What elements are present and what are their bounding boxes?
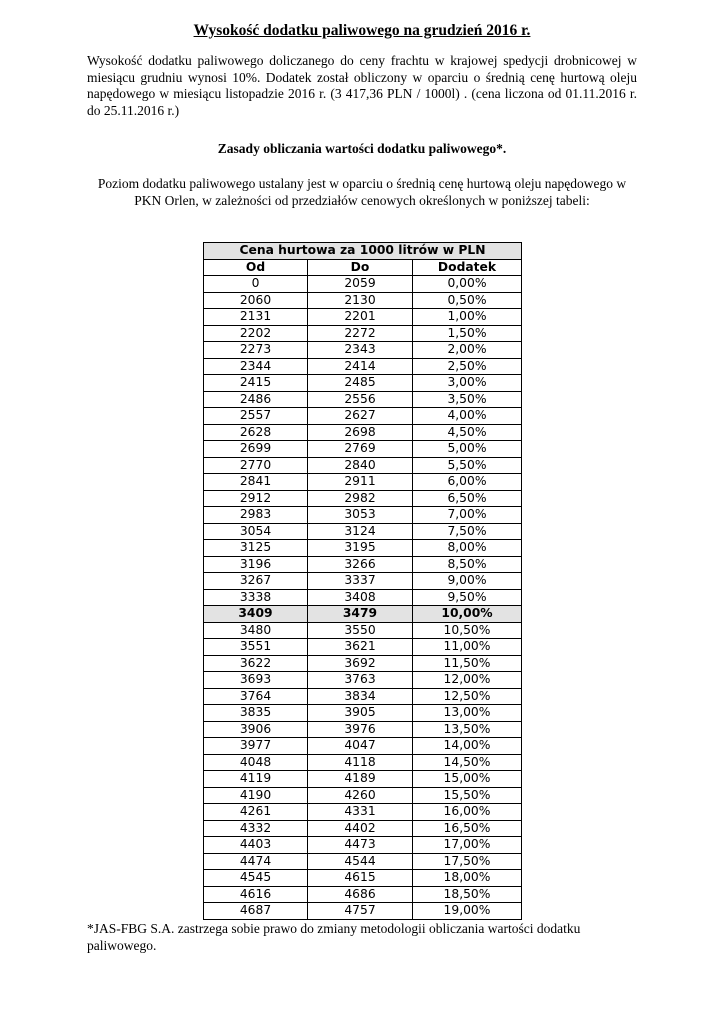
table-row <box>204 457 522 474</box>
table-row <box>204 375 522 392</box>
table-row <box>204 870 522 887</box>
cell-do: 2982 <box>308 490 413 507</box>
table-row <box>204 523 522 540</box>
cell-od: 2486 <box>204 391 308 408</box>
cell-dodatek: 3,50% <box>413 391 522 408</box>
cell-do: 2840 <box>308 457 413 474</box>
cell-do: 4686 <box>308 886 413 903</box>
cell-dodatek: 12,00% <box>413 672 522 689</box>
cell-dodatek: 17,50% <box>413 853 522 870</box>
cell-od: 2628 <box>204 424 308 441</box>
table-row <box>204 622 522 639</box>
cell-od: 2557 <box>204 408 308 425</box>
cell-dodatek: 2,00% <box>413 342 522 359</box>
cell-od: 2699 <box>204 441 308 458</box>
cell-do: 3692 <box>308 655 413 672</box>
intro-paragraph: Wysokość dodatku paliwowego doliczanego do ceny frachtu w krajowej spedycji drobnicowej w miesiącu grudniu wynosi 10%. Dodatek został obliczony w oparciu o średnią cenę hurtową oleju napędowego w miesiącu listopadzie 2016 r. (3 417,36 PLN / 1000l) . (cena liczona od 01.11.2016 r. do 25.11.2016 r.) <box>87 53 637 118</box>
cell-do: 4402 <box>308 820 413 837</box>
cell-od: 4261 <box>204 804 308 821</box>
cell-dodatek: 11,50% <box>413 655 522 672</box>
cell-od: 3054 <box>204 523 308 540</box>
table-row <box>204 540 522 557</box>
cell-do: 2343 <box>308 342 413 359</box>
cell-do: 2911 <box>308 474 413 491</box>
table-row <box>204 292 522 309</box>
cell-od: 2912 <box>204 490 308 507</box>
cell-od: 4616 <box>204 886 308 903</box>
cell-do: 4615 <box>308 870 413 887</box>
cell-do: 3124 <box>308 523 413 540</box>
cell-do: 4473 <box>308 837 413 854</box>
column-header-od: Od <box>204 259 308 276</box>
cell-do: 3621 <box>308 639 413 656</box>
cell-dodatek: 14,50% <box>413 754 522 771</box>
table-row <box>204 903 522 920</box>
cell-od: 4119 <box>204 771 308 788</box>
cell-do: 4047 <box>308 738 413 755</box>
column-header-dodatek: Dodatek <box>413 259 522 276</box>
table-row <box>204 441 522 458</box>
cell-od: 4190 <box>204 787 308 804</box>
cell-od: 3551 <box>204 639 308 656</box>
table-row <box>204 754 522 771</box>
cell-od: 3693 <box>204 672 308 689</box>
cell-od: 3480 <box>204 622 308 639</box>
cell-do: 3337 <box>308 573 413 590</box>
cell-dodatek: 9,00% <box>413 573 522 590</box>
cell-do: 3976 <box>308 721 413 738</box>
cell-do: 4544 <box>308 853 413 870</box>
cell-dodatek: 13,50% <box>413 721 522 738</box>
table-row <box>204 787 522 804</box>
cell-do: 3195 <box>308 540 413 557</box>
table-row <box>204 688 522 705</box>
cell-do: 3408 <box>308 589 413 606</box>
cell-dodatek: 8,00% <box>413 540 522 557</box>
document-title: Wysokość dodatku paliwowego na grudzień 2016 r. <box>193 22 531 39</box>
table-row <box>204 804 522 821</box>
cell-dodatek: 4,00% <box>413 408 522 425</box>
cell-od: 4048 <box>204 754 308 771</box>
rules-description: Poziom dodatku paliwowego ustalany jest w oparciu o średnią cenę hurtową oleju napędowego w PKN Orlen, w zależności od przedziałów cenowych określonych w poniższej tabeli: <box>97 176 627 208</box>
table-body <box>204 276 522 920</box>
cell-dodatek: 5,00% <box>413 441 522 458</box>
table-row <box>204 589 522 606</box>
cell-dodatek: 7,00% <box>413 507 522 524</box>
cell-dodatek: 17,00% <box>413 837 522 854</box>
cell-do: 2414 <box>308 358 413 375</box>
cell-dodatek: 2,50% <box>413 358 522 375</box>
table-row <box>204 424 522 441</box>
cell-od: 3267 <box>204 573 308 590</box>
table-row <box>204 408 522 425</box>
cell-od: 2273 <box>204 342 308 359</box>
cell-dodatek: 6,50% <box>413 490 522 507</box>
table-row <box>204 606 522 623</box>
cell-dodatek: 13,00% <box>413 705 522 722</box>
cell-od: 3906 <box>204 721 308 738</box>
cell-od: 2202 <box>204 325 308 342</box>
cell-od: 2060 <box>204 292 308 309</box>
cell-od: 3977 <box>204 738 308 755</box>
cell-do: 2627 <box>308 408 413 425</box>
cell-od: 3835 <box>204 705 308 722</box>
table-row <box>204 474 522 491</box>
rules-heading: Zasady obliczania wartości dodatku paliwowego*. <box>217 141 507 156</box>
table-row <box>204 672 522 689</box>
table-row <box>204 391 522 408</box>
table-row <box>204 573 522 590</box>
cell-dodatek: 15,00% <box>413 771 522 788</box>
cell-do: 3763 <box>308 672 413 689</box>
cell-od: 2983 <box>204 507 308 524</box>
table-caption: Cena hurtowa za 1000 litrów w PLN <box>204 243 522 260</box>
cell-dodatek: 18,50% <box>413 886 522 903</box>
cell-dodatek: 16,50% <box>413 820 522 837</box>
cell-od: 0 <box>204 276 308 293</box>
table-row <box>204 490 522 507</box>
footnote: *JAS-FBG S.A. zastrzega sobie prawo do zmiany metodologii obliczania wartości dodatku paliwowego. <box>87 921 581 953</box>
cell-do: 3053 <box>308 507 413 524</box>
cell-od: 4545 <box>204 870 308 887</box>
cell-dodatek: 11,00% <box>413 639 522 656</box>
cell-dodatek: 1,50% <box>413 325 522 342</box>
cell-do: 2130 <box>308 292 413 309</box>
table-row <box>204 358 522 375</box>
table-row <box>204 771 522 788</box>
cell-od: 3764 <box>204 688 308 705</box>
cell-dodatek: 6,00% <box>413 474 522 491</box>
cell-do: 2698 <box>308 424 413 441</box>
cell-do: 4118 <box>308 754 413 771</box>
fuel-surcharge-table <box>203 242 522 920</box>
cell-do: 4757 <box>308 903 413 920</box>
cell-do: 3479 <box>308 606 413 623</box>
cell-dodatek: 0,00% <box>413 276 522 293</box>
cell-dodatek: 10,50% <box>413 622 522 639</box>
table-row <box>204 886 522 903</box>
cell-dodatek: 1,00% <box>413 309 522 326</box>
column-header-do: Do <box>308 259 413 276</box>
cell-od: 2770 <box>204 457 308 474</box>
cell-dodatek: 10,00% <box>413 606 522 623</box>
cell-do: 3266 <box>308 556 413 573</box>
cell-od: 4332 <box>204 820 308 837</box>
cell-dodatek: 18,00% <box>413 870 522 887</box>
cell-do: 2201 <box>308 309 413 326</box>
cell-do: 2272 <box>308 325 413 342</box>
table-row <box>204 705 522 722</box>
table-row <box>204 853 522 870</box>
cell-dodatek: 5,50% <box>413 457 522 474</box>
cell-dodatek: 8,50% <box>413 556 522 573</box>
cell-do: 2556 <box>308 391 413 408</box>
cell-od: 2344 <box>204 358 308 375</box>
cell-dodatek: 9,50% <box>413 589 522 606</box>
table-row <box>204 325 522 342</box>
cell-dodatek: 7,50% <box>413 523 522 540</box>
cell-dodatek: 0,50% <box>413 292 522 309</box>
cell-od: 2131 <box>204 309 308 326</box>
cell-do: 2485 <box>308 375 413 392</box>
table-row <box>204 655 522 672</box>
cell-do: 4260 <box>308 787 413 804</box>
cell-dodatek: 19,00% <box>413 903 522 920</box>
cell-od: 3196 <box>204 556 308 573</box>
table-row <box>204 309 522 326</box>
cell-do: 3550 <box>308 622 413 639</box>
table-row <box>204 837 522 854</box>
cell-od: 3409 <box>204 606 308 623</box>
cell-do: 3905 <box>308 705 413 722</box>
table-row <box>204 556 522 573</box>
cell-od: 2415 <box>204 375 308 392</box>
cell-dodatek: 4,50% <box>413 424 522 441</box>
cell-dodatek: 12,50% <box>413 688 522 705</box>
cell-od: 4403 <box>204 837 308 854</box>
table-row <box>204 820 522 837</box>
cell-dodatek: 15,50% <box>413 787 522 804</box>
cell-od: 2841 <box>204 474 308 491</box>
cell-od: 3125 <box>204 540 308 557</box>
cell-od: 4474 <box>204 853 308 870</box>
cell-do: 4189 <box>308 771 413 788</box>
cell-do: 3834 <box>308 688 413 705</box>
cell-od: 3622 <box>204 655 308 672</box>
cell-od: 3338 <box>204 589 308 606</box>
table-row <box>204 507 522 524</box>
table-row <box>204 276 522 293</box>
table-row <box>204 738 522 755</box>
cell-dodatek: 16,00% <box>413 804 522 821</box>
cell-dodatek: 3,00% <box>413 375 522 392</box>
table-row <box>204 721 522 738</box>
cell-od: 4687 <box>204 903 308 920</box>
cell-do: 4331 <box>308 804 413 821</box>
cell-do: 2769 <box>308 441 413 458</box>
cell-dodatek: 14,00% <box>413 738 522 755</box>
table-row <box>204 639 522 656</box>
table-row <box>204 342 522 359</box>
cell-do: 2059 <box>308 276 413 293</box>
